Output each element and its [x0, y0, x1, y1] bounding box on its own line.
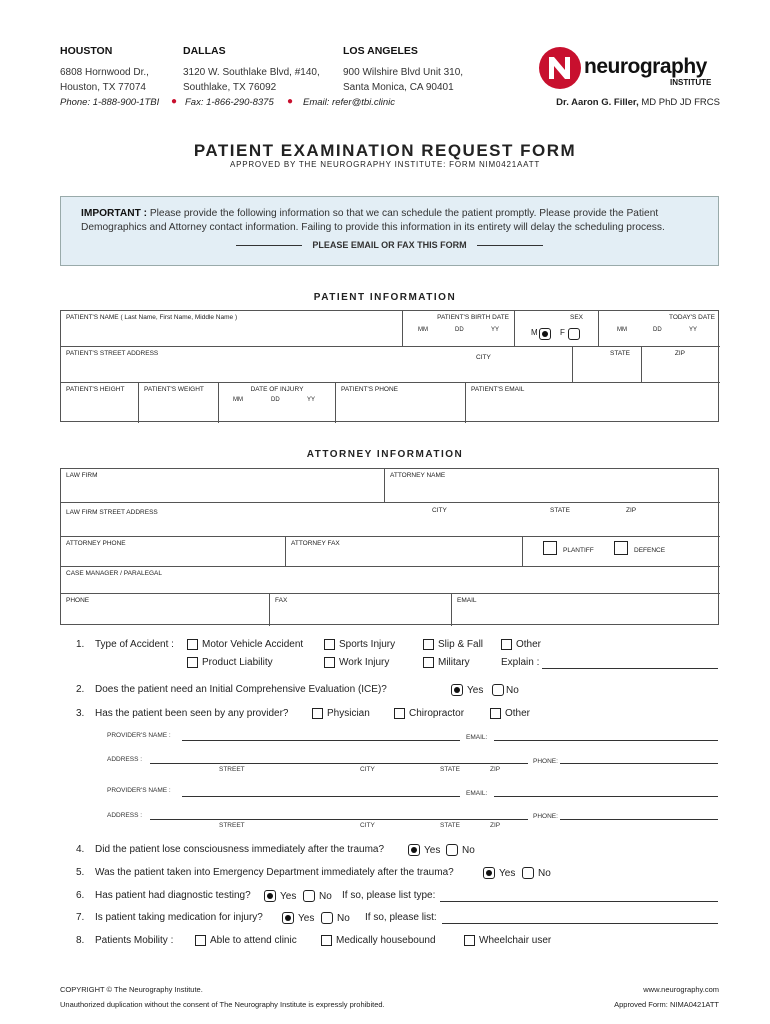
field-label: ATTORNEY FAX [291, 540, 340, 547]
footer-right [560, 983, 719, 1011]
option-label: Physician [327, 708, 370, 720]
option-label: Yes [298, 912, 315, 924]
option-label: Sports Injury [339, 639, 396, 651]
option-label: Yes [424, 844, 441, 856]
attorney-phone-field[interactable] [61, 537, 286, 567]
motor-vehicle-checkbox[interactable] [187, 639, 198, 650]
provider-address-input[interactable] [150, 819, 528, 820]
city-sublabel: CITY [360, 766, 375, 773]
q6-extra-label: If so, please list type: [342, 890, 436, 901]
plaintiff-checkbox[interactable] [543, 541, 557, 555]
q7-extra-label: If so, please list: [365, 912, 437, 923]
option-label: Medically housebound [336, 935, 436, 947]
office-address-line: Santa Monica, CA 90401 [343, 82, 454, 93]
sports-injury-checkbox[interactable] [324, 639, 335, 650]
provider-email-label: EMAIL: [466, 790, 488, 797]
provider-phone-label: PHONE: [533, 758, 558, 765]
q7-yes-radio[interactable] [282, 912, 294, 924]
doctor-credit [516, 97, 720, 108]
option-label: Yes [280, 890, 297, 902]
field-label: PATIENT'S BIRTH DATE [437, 314, 509, 321]
form-subtitle: APPROVED BY THE NEUROGRAPHY INSTITUTE: FORM NIM0421AATT [229, 160, 541, 169]
patient-state-field[interactable] [573, 347, 642, 383]
field-label: STATE [610, 350, 630, 357]
q1-number: 1. [76, 639, 85, 650]
q8-number: 8. [76, 935, 85, 946]
q1-option-product [187, 657, 273, 668]
explain-label: Explain : [501, 657, 540, 668]
provider-name-input[interactable] [182, 796, 460, 797]
field-label: ZIP [674, 350, 685, 357]
option-label: No [319, 890, 332, 902]
provider-phone-label: PHONE: [533, 813, 558, 820]
field-label: PATIENT'S HEIGHT [66, 386, 125, 393]
wheelchair-checkbox[interactable] [464, 935, 475, 946]
q4-no-radio[interactable] [446, 844, 458, 856]
q1-option-military [423, 657, 470, 668]
q2-no-option [492, 684, 519, 696]
q1-option-slip [423, 639, 483, 650]
field-label: PHONE [66, 597, 90, 604]
patient-height-field[interactable] [61, 383, 139, 423]
field-label: LAW FIRM STREET ADDRESS [66, 509, 158, 516]
zip-label: ZIP [626, 507, 637, 514]
attorney-side-field [523, 537, 720, 567]
notice-emphasis [81, 238, 698, 252]
state-label: STATE [550, 507, 570, 514]
q8-option-clinic [195, 935, 297, 946]
attorney-name-field[interactable] [385, 469, 720, 503]
physician-checkbox[interactable] [312, 708, 323, 719]
patient-name-field[interactable] [61, 311, 403, 347]
patient-weight-field[interactable] [139, 383, 219, 423]
bullet-dot: ● [171, 96, 178, 107]
q5-no-radio[interactable] [522, 867, 534, 879]
option-label: No [337, 912, 350, 924]
q5-number: 5. [76, 867, 85, 878]
notice-label: IMPORTANT : [81, 208, 148, 219]
sub-label: MM [418, 327, 428, 333]
option-label: No [538, 867, 551, 879]
office-city: LOS ANGELES [343, 45, 418, 57]
option-label: Military [438, 657, 470, 669]
patient-zip-field[interactable] [642, 347, 720, 383]
q8-text: Patients Mobility : [95, 935, 174, 946]
law-firm-field[interactable] [61, 469, 385, 503]
office-dallas [183, 44, 320, 95]
q1-option-other [501, 639, 541, 650]
patient-street-field[interactable] [61, 347, 573, 383]
field-label: CASE MANAGER / PARALEGAL [66, 570, 162, 577]
q4-no-option [446, 844, 475, 856]
q2-no-radio[interactable] [492, 684, 504, 696]
option-label: Motor Vehicle Accident [202, 639, 304, 651]
sub-label: YY [307, 397, 316, 403]
option-label: Able to attend clinic [210, 935, 297, 947]
bullet-dot: ● [287, 96, 294, 107]
q7-yes-option [282, 912, 314, 924]
sex-m-label: M [531, 328, 538, 337]
provider-name-label: PROVIDER'S NAME : [107, 787, 171, 794]
contact-email: Email: refer@tbi.clinic [303, 97, 395, 108]
state-sublabel: STATE [440, 822, 460, 829]
product-liability-checkbox[interactable] [187, 657, 198, 668]
q4-yes-option [408, 844, 440, 856]
q8-option-housebound [321, 935, 436, 946]
q4-yes-radio[interactable] [408, 844, 420, 856]
q1-text: Type of Accident : [95, 639, 174, 650]
doctor-credentials: MD PhD JD FRCS [638, 97, 720, 108]
law-firm-street-field[interactable] [61, 503, 720, 537]
q4-text: Did the patient lose consciousness immediately after the trauma? [95, 844, 385, 855]
office-address-line: Southlake, TX 76092 [183, 82, 277, 93]
field-label: PATIENT'S PHONE [341, 386, 398, 393]
field-label: LAW FIRM [66, 472, 98, 479]
patient-phone-field[interactable] [336, 383, 466, 423]
other-provider-checkbox[interactable] [490, 708, 501, 719]
q2-yes-radio[interactable] [451, 684, 463, 696]
q5-no-option [522, 867, 551, 879]
patient-heading: PATIENT INFORMATION [313, 292, 457, 303]
option-label: Work Injury [339, 657, 390, 669]
duplication-warning: Unauthorized duplication without the consent of The Neurography Institute is expressly prohibited. [60, 1000, 385, 1009]
q2-text: Does the patient need an Initial Comprehensive Evaluation (ICE)? [95, 684, 387, 695]
option-label: Other [505, 708, 531, 720]
copyright-text: COPYRIGHT © The Neurography Institute. [60, 985, 203, 994]
office-houston [60, 44, 149, 95]
website-link[interactable]: www.neurography.com [643, 985, 719, 994]
notice-body: Please provide the following information so that we can schedule the patient promptly. Please provide the Patient Demographics and Attorney contact information. Failing to provide this information in its entirety will delay the scheduling process. [81, 208, 665, 233]
q6-yes-radio[interactable] [264, 890, 276, 902]
defence-checkbox[interactable] [614, 541, 628, 555]
patient-sex-field [515, 311, 599, 347]
field-label: TODAY'S DATE [668, 314, 715, 321]
street-sublabel: STREET [219, 822, 245, 829]
city-label: CITY [476, 354, 491, 361]
approved-form-id: Approved Form: NIMA0421ATT [614, 1000, 719, 1009]
sub-label: YY [491, 327, 500, 333]
office-address-line: Houston, TX 77074 [60, 82, 146, 93]
q4-number: 4. [76, 844, 85, 855]
form-title: PATIENT EXAMINATION REQUEST FORM [193, 141, 577, 160]
field-label: PATIENT'S STREET ADDRESS [66, 350, 159, 357]
q7-no-option [321, 912, 350, 924]
case-manager-email-field[interactable] [452, 594, 720, 626]
provider-address-label: ADDRESS : [107, 756, 143, 763]
notice-text [81, 207, 698, 235]
city-label: CITY [432, 507, 447, 514]
option-label: Chiropractor [409, 708, 465, 720]
provider-address-label: ADDRESS : [107, 812, 143, 819]
case-manager-fax-field[interactable] [270, 594, 452, 626]
office-city: HOUSTON [60, 45, 113, 57]
q7-number: 7. [76, 912, 85, 923]
q6-no-radio[interactable] [303, 890, 315, 902]
office-los-angeles [343, 44, 463, 95]
field-label: ATTORNEY PHONE [66, 540, 126, 547]
attorney-heading: ATTORNEY INFORMATION [306, 449, 464, 460]
street-sublabel: STREET [219, 766, 245, 773]
case-manager-field[interactable] [61, 567, 720, 594]
field-label: PATIENT'S EMAIL [471, 386, 525, 393]
q1-option-motor [187, 639, 303, 650]
q2-number: 2. [76, 684, 85, 695]
attorney-info-grid [60, 468, 719, 625]
housebound-checkbox[interactable] [321, 935, 332, 946]
sub-label: YY [689, 327, 698, 333]
slip-fall-checkbox[interactable] [423, 639, 434, 650]
option-label: Other [516, 639, 542, 651]
sex-f-radio[interactable] [568, 328, 580, 340]
logo-subtitle: INSTITUTE [670, 78, 712, 87]
office-address-line: 3120 W. Southlake Blvd, #140, [183, 67, 320, 78]
q6-no-option [303, 890, 332, 902]
sub-label: DD [653, 327, 662, 333]
q8-option-wheelchair [464, 935, 551, 946]
chiropractor-checkbox[interactable] [394, 708, 405, 719]
office-address-line: 900 Wilshire Blvd Unit 310, [343, 67, 464, 78]
provider-phone-input[interactable] [560, 819, 718, 820]
defence-label: DEFENCE [634, 547, 666, 554]
option-label: No [462, 844, 475, 856]
field-label: PATIENT'S WEIGHT [144, 386, 204, 393]
q1-option-sports [324, 639, 395, 650]
attend-clinic-checkbox[interactable] [195, 935, 206, 946]
q3-number: 3. [76, 708, 85, 719]
q6-number: 6. [76, 890, 85, 901]
field-label: ATTORNEY NAME [390, 472, 446, 479]
provider-name-label: PROVIDER'S NAME : [107, 732, 171, 739]
sex-m-radio[interactable] [539, 328, 551, 340]
option-label: Wheelchair user [479, 935, 552, 947]
field-label: DATE OF INJURY [250, 386, 304, 393]
plaintiff-label: PLANTIFF [563, 547, 594, 554]
field-label: SEX [569, 314, 583, 321]
option-label: Product Liability [202, 657, 273, 669]
sub-label: MM [617, 327, 627, 333]
doctor-name: Dr. Aaron G. Filler, [556, 97, 639, 108]
q2-yes-option [451, 684, 483, 696]
option-label: Slip & Fall [438, 639, 484, 651]
sex-f-label: F [560, 328, 565, 337]
q5-yes-option [483, 867, 515, 879]
q3-option-other [490, 708, 530, 719]
option-label: Yes [467, 684, 484, 696]
contact-fax: Fax: 1-866-290-8375 [185, 97, 274, 108]
field-label: PATIENT'S NAME ( Last Name, First Name, Middle Name ) [66, 314, 238, 321]
q3-text: Has the patient been seen by any provider? [95, 708, 289, 719]
sub-label: DD [271, 397, 280, 403]
contact-phone: Phone: 1-888-900-1TBI [60, 97, 160, 108]
q7-no-radio[interactable] [321, 912, 333, 924]
q5-text: Was the patient taken into Emergency Department immediately after the trauma? [95, 867, 454, 878]
office-address-line: 6808 Hornwood Dr., [60, 67, 149, 78]
provider-email-label: EMAIL: [466, 734, 488, 741]
medication-input[interactable] [442, 923, 718, 924]
q5-yes-radio[interactable] [483, 867, 495, 879]
zip-sublabel: ZIP [490, 822, 501, 829]
attorney-fax-field[interactable] [286, 537, 523, 567]
city-sublabel: CITY [360, 822, 375, 829]
provider-phone-input[interactable] [560, 763, 718, 764]
important-notice [60, 196, 719, 266]
patient-birthdate-field[interactable] [403, 311, 515, 347]
notice-emphasis-text: PLEASE EMAIL OR FAX THIS FORM [312, 240, 467, 250]
work-injury-checkbox[interactable] [324, 657, 335, 668]
state-sublabel: STATE [440, 766, 460, 773]
zip-sublabel: ZIP [490, 766, 501, 773]
patient-info-grid [60, 310, 719, 422]
q6-text: Has patient had diagnostic testing? [95, 890, 251, 901]
logo-wordmark: neurography [584, 55, 707, 78]
provider-address-input[interactable] [150, 763, 528, 764]
patient-email-field[interactable] [466, 383, 720, 423]
q6-yes-option [264, 890, 296, 902]
military-checkbox[interactable] [423, 657, 434, 668]
option-label: Yes [499, 867, 516, 879]
neurography-logo [538, 45, 720, 91]
provider-name-input[interactable] [182, 740, 460, 741]
q3-option-physician [312, 708, 370, 719]
sub-label: MM [233, 397, 243, 403]
injury-date-field[interactable] [219, 383, 336, 423]
q7-text: Is patient taking medication for injury? [95, 912, 263, 923]
sub-label: DD [455, 327, 464, 333]
other-accident-checkbox[interactable] [501, 639, 512, 650]
today-date-field[interactable] [599, 311, 720, 347]
provider-email-input[interactable] [494, 740, 718, 741]
footer-copyright [60, 983, 385, 1011]
provider-email-input[interactable] [494, 796, 718, 797]
field-label: EMAIL [457, 597, 477, 604]
q3-option-chiropractor [394, 708, 464, 719]
field-label: FAX [275, 597, 288, 604]
option-label: No [506, 684, 519, 696]
office-city: DALLAS [183, 45, 226, 57]
explain-input[interactable] [542, 668, 718, 669]
diagnostic-type-input[interactable] [440, 901, 718, 902]
case-manager-phone-field[interactable] [61, 594, 270, 626]
q1-option-work [324, 657, 389, 668]
